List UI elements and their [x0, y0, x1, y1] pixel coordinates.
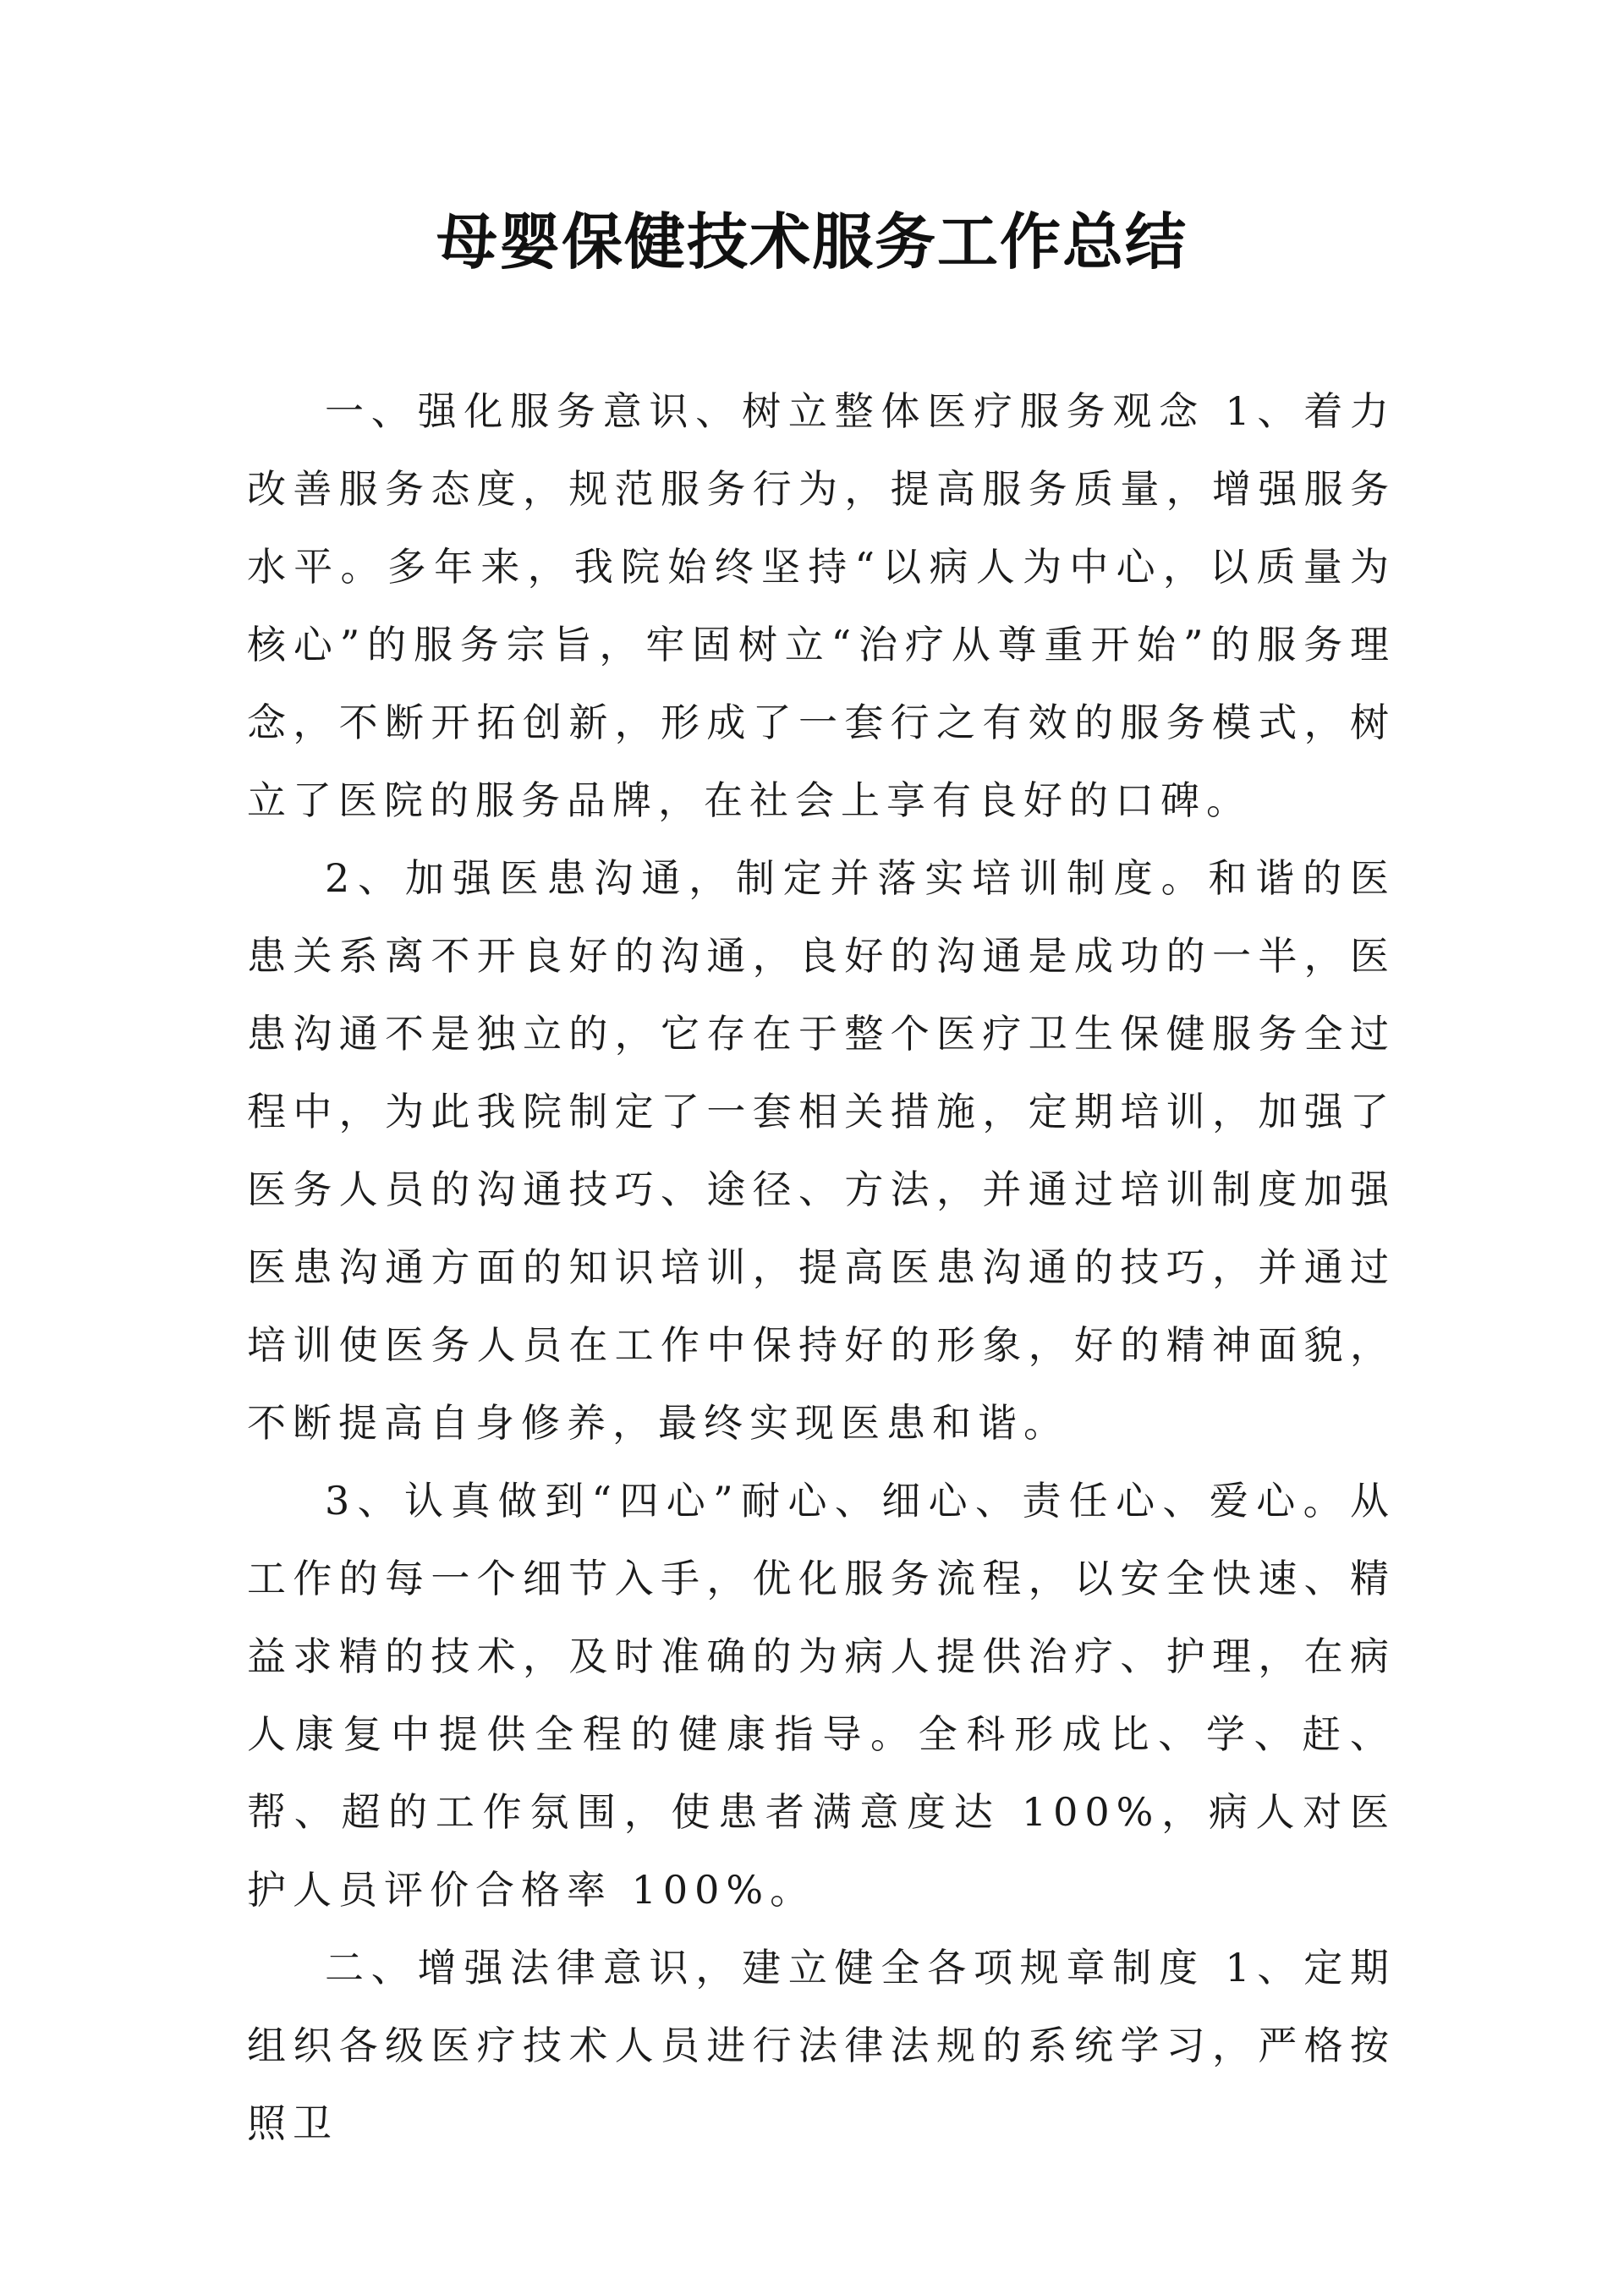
paragraph-2: 2、加强医患沟通，制定并落实培训制度。和谐的医患关系离不开良好的沟通，良好的沟通是成功的一半，医患沟通不是独立的，它存在于整个医疗卫生保健服务全过程中，为此我院制定了一套相关措施，定期培训，加强了医务人员的沟通技巧、途径、方法，并通过培训制度加强医患沟通方面的知识培训，提高医患沟通的技巧，并通过培训使医务人员在工作中保持好的形象，好的精神面貌，不断提高自身修养，最终实现医患和谐。	[247, 855, 1396, 1446]
paragraph-4: 二、增强法律意识，建立健全各项规章制度 1、定期组织各级医疗技术人员进行法律法规的系统学习，严格按照卫	[247, 1945, 1396, 2146]
document-title: 母婴保健技术服务工作总结	[436, 206, 1188, 277]
document-body	[247, 372, 1396, 2162]
paragraph-1: 一、强化服务意识、树立整体医疗服务观念 1、着力改善服务态度，规范服务行为，提高服务质量，增强服务水平。多年来，我院始终坚持“以病人为中心，以质量为核心”的服务宗旨，牢固树立“治疗从尊重开始”的服务理念，不断开拓创新，形成了一套行之有效的服务模式，树立了医院的服务品牌，在社会上享有良好的口碑。	[247, 388, 1396, 823]
paragraph-3: 3、认真做到“四心”耐心、细心、责任心、爱心。从工作的每一个细节入手，优化服务流程，以安全快速、精益求精的技术，及时准确的为病人提供治疗、护理，在病人康复中提供全程的健康指导。全科形成比、学、赶、帮、超的工作氛围，使患者满意度达 100%，病人对医护人员评价合格率 100%。	[247, 1478, 1396, 1913]
